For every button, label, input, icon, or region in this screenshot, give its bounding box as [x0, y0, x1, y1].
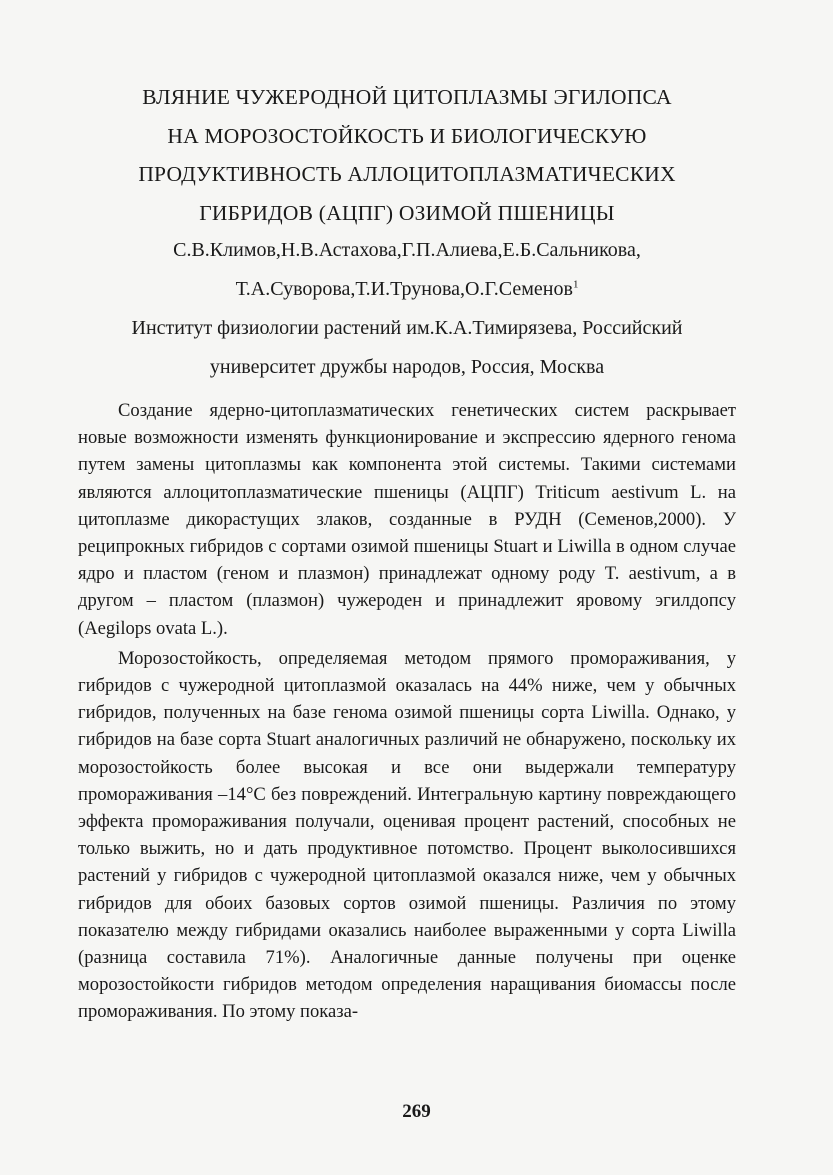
affiliation-line: Институт физиологии растений им.К.А.Тимирязева, Российский — [131, 317, 683, 339]
authors-line: С.В.Климов,Н.В.Астахова,Г.П.Алиева,Е.Б.Сальникова, — [173, 239, 641, 261]
authors-line — [78, 270, 736, 309]
footnote-mark: 1 — [572, 277, 579, 290]
body-paragraph: Морозостойкость, определяемая методом прямого промораживания, у гибридов с чужеродной цитоплазмой оказалась на 44% ниже, чем у обычных гибридов, полученных на базе генома озимой пшеницы сорта Liwilla. Однако, у гибридов на базе сорта Stuart аналогичных различий не обнаружено, поскольку их морозостойкость более высокая и все они выдержали температуру промораживания –14°С без повреждений. Интегральную картину повреждающего эффекта промораживания получали, оценивая процент растений, способных не только выжить, но и дать продуктивное потомство. Процент выколосившихся растений у гибридов с чужеродной цитоплазмой оказался ниже, чем у обычных гибридов для обоих базовых сортов озимой пшеницы. Различия по этому показателю между гибридами оказались наиболее выраженными у сорта Liwilla (разница составила 71%). Аналогичные данные получены при оценке морозостойкости гибридов методом определения наращивания биомассы после промораживания. По этому показа- — [78, 647, 736, 1023]
article-title — [78, 78, 736, 232]
authors — [78, 231, 736, 308]
title-line: НА МОРОЗОСТОЙКОСТЬ И БИОЛОГИЧЕСКУЮ — [167, 123, 647, 148]
page — [78, 78, 736, 1026]
affiliation-line: университет дружбы народов, Россия, Москва — [209, 355, 605, 378]
body-paragraph: Создание ядерно-цитоплазматических генетических систем раскрывает новые возможности изменять функционирование и экспрессию ядерного генома путем замены цитоплазмы как компонента этой системы. Такими системами являются аллоцитоплазматические пшеницы (АЦПГ) Triticum aestivum L. на цитоплазме дикорастущих злаков, созданные в РУДН (Семенов,2000). У реципрокных гибридов с сортами озимой пшеницы Stuart и Liwilla в одном случае ядро и пластом (геном и плазмон) принадлежат одному роду T. aestivum, а в другом – пластом (плазмон) чужероден и принадлежит яровому эгилдопсу (Aegilops ovata L.). — [78, 400, 736, 639]
affiliation — [78, 309, 736, 386]
page-number: 269 — [402, 1101, 431, 1122]
title-line: ГИБРИДОВ (АЦПГ) ОЗИМОЙ ПШЕНИЦЫ — [199, 200, 615, 225]
authors-line-text: Т.А.Суворова,Т.И.Трунова,О.Г.Семенов — [235, 277, 573, 300]
title-line: ПРОДУКТИВНОСТЬ АЛЛОЦИТОПЛАЗМАТИЧЕСКИХ — [138, 162, 676, 186]
title-line: ВЛЯНИЕ ЧУЖЕРОДНОЙ ЦИТОПЛАЗМЫ ЭГИЛОПСА — [142, 85, 672, 109]
article-body — [78, 397, 736, 1026]
